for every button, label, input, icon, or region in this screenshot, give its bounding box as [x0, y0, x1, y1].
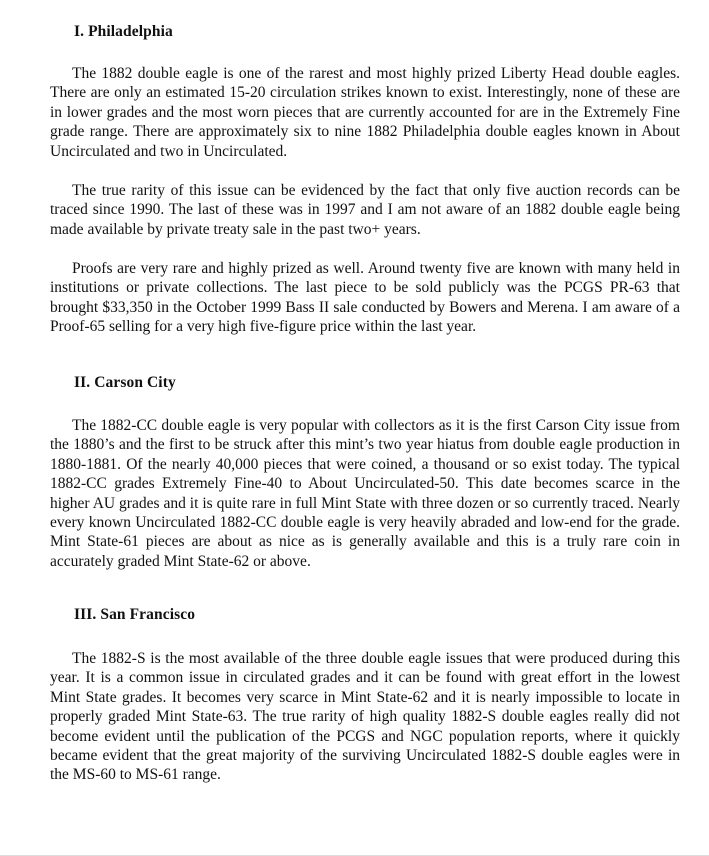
paragraph-philadelphia-1: The 1882 double eagle is one of the rarest and most highly prized Liberty Head double eagles. There are only an estimated 15-20 circulation strikes known to exist. Interestingly, none of these are in lower grades and the most worn pieces that are currently accounted for are in the Extremely Fine grade range. There are approximately six to nine 1882 Philadelphia double eagles known in About Uncirculated and two in Uncirculated. — [50, 65, 680, 160]
section-heading-philadelphia: I. Philadelphia — [74, 23, 173, 40]
paragraph-carson-city-1: The 1882-CC double eagle is very popular with collectors as it is the first Carson City issue from the 1880’s and the first to be struck after this mint’s two year hiatus from double eagle production in 1880-1881. Of the nearly 40,000 pieces that were coined, a thousand or so exist today. The typical 1882-CC grades Extremely Fine-40 to About Uncirculated-50. This date becomes scarce in the higher AU grades and it is quite rare in full Mint State with three dozen or so currently traced. Nearly every known Uncirculated 1882-CC double eagle is very heavily abraded and low-end for the grade. Mint State-61 pieces are about as nice as is generally available and this is a truly rare coin in accurately graded Mint State-62 or above. — [50, 417, 680, 570]
paragraph-san-francisco-1: The 1882-S is the most available of the three double eagle issues that were produced during this year. It is a common issue in circulated grades and it can be found with great effort in the lowest Mint State grades. It becomes very scarce in Mint State-62 and it is nearly impossible to locate in properly graded Mint State-63. The true rarity of high quality 1882-S double eagles really did not become evident until the publication of the PCGS and NGC population reports, where it quickly became evident that the great majority of the surviving Uncirculated 1882-S double eagles were in the MS-60 to MS-61 range. — [50, 650, 680, 784]
paragraph-philadelphia-3: Proofs are very rare and highly prized as well. Around twenty five are known with many held in institutions or private collections. The last piece to be sold publicly was the PCGS PR-63 that brought $33,350 in the October 1999 Bass II sale conducted by Bowers and Merena. I am aware of a Proof-65 selling for a very high five-figure price within the last year. — [50, 260, 680, 336]
paragraph-philadelphia-2: The true rarity of this issue can be evidenced by the fact that only five auction records can be traced since 1990. The last of these was in 1997 and I am not aware of an 1882 double eagle being made available by private treaty sale in the past two+ years. — [50, 182, 680, 238]
section-heading-san-francisco: III. San Francisco — [74, 606, 196, 623]
section-heading-carson-city: II. Carson City — [74, 374, 176, 391]
